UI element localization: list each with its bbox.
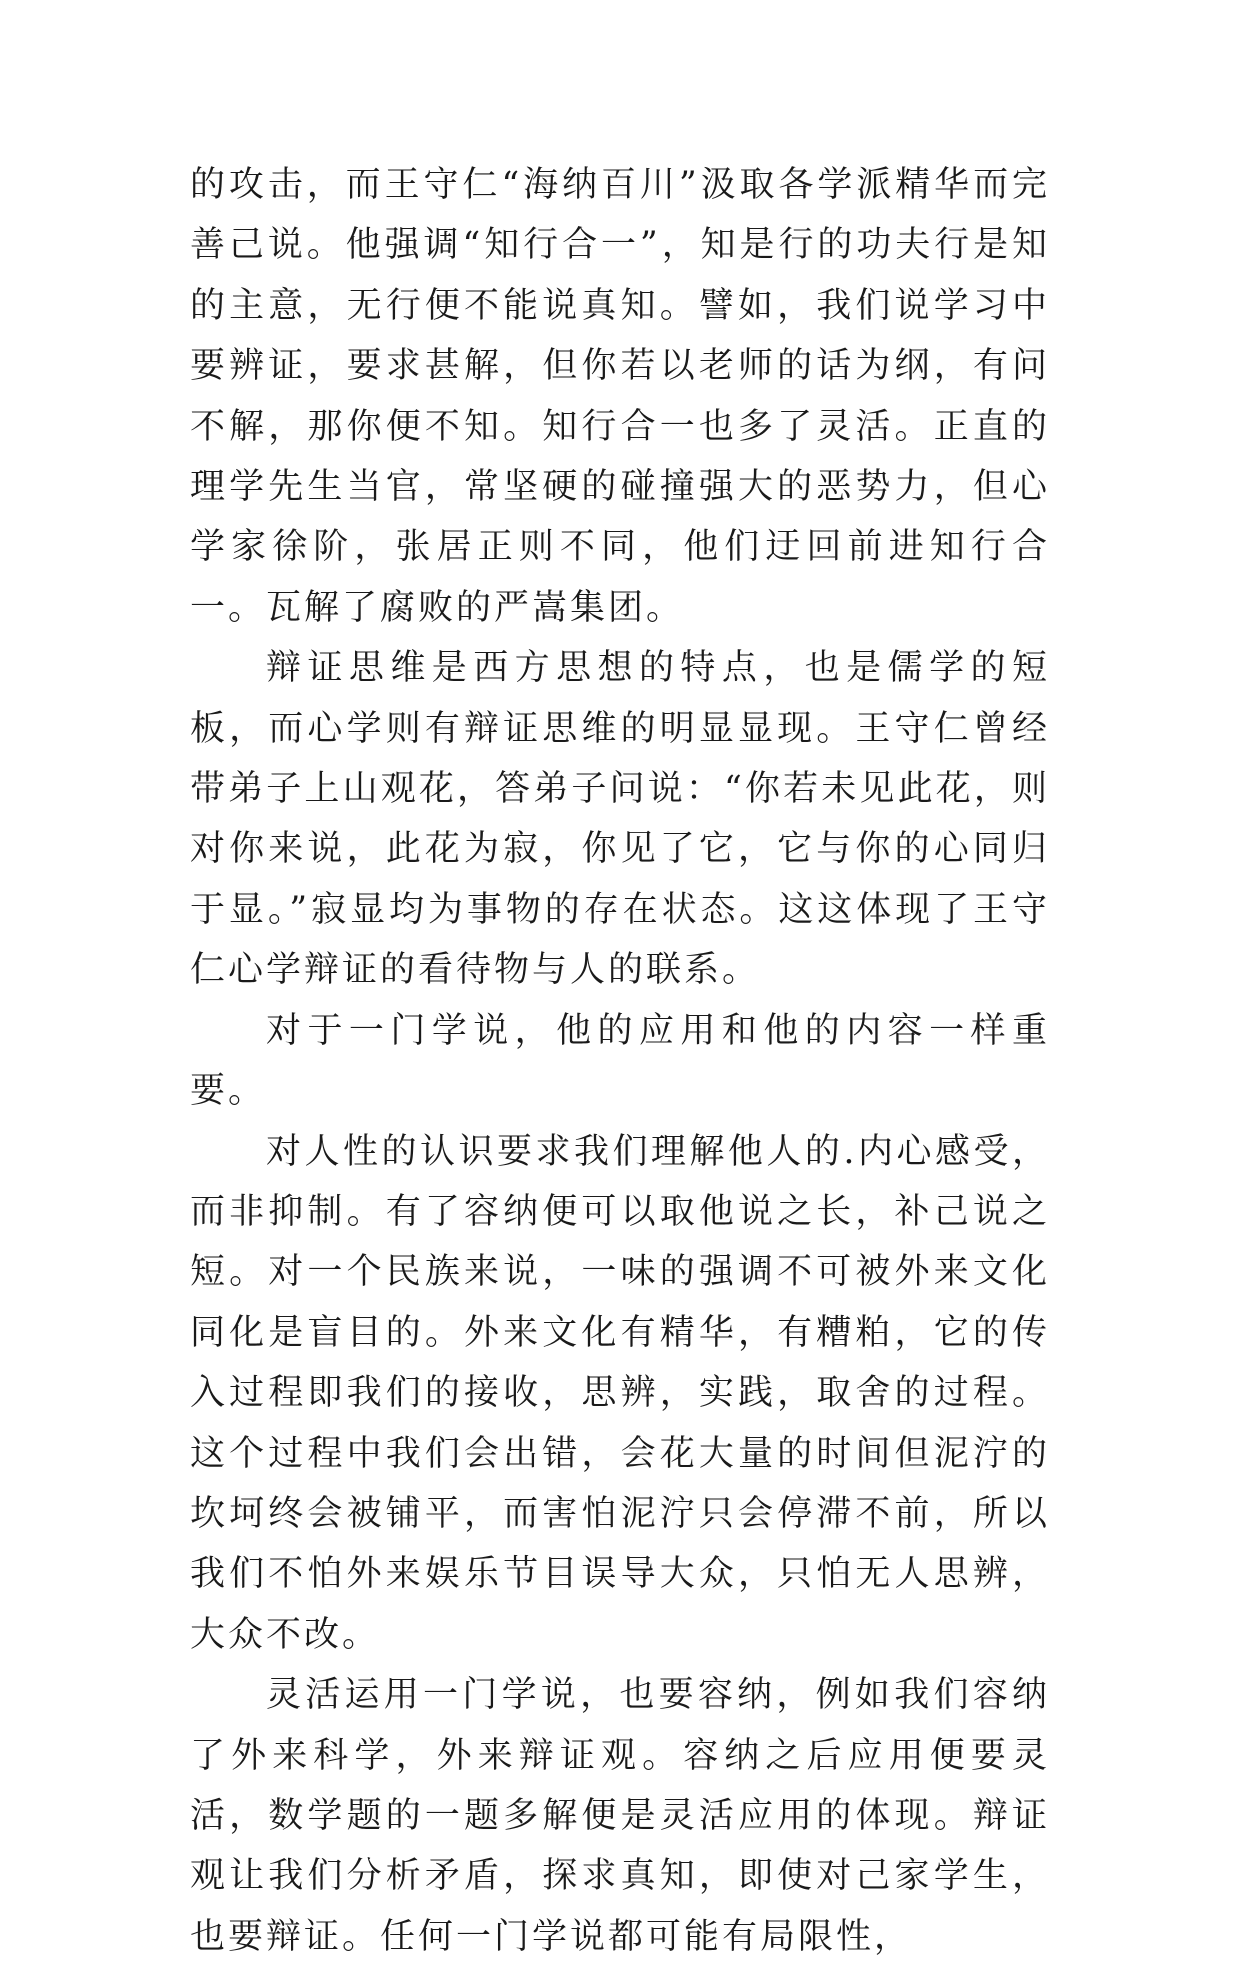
paragraph-2: 辩证思维是西方思想的特点，也是儒学的短板，而心学则有辩证思维的明显显现。王守仁曾经带弟子上山观花，答弟子问说：“你若未见此花，则对你来说，此花为寂，你见了它，它与你的心同归于显。”寂显均为事物的存在状态。这这体现了王守仁心学辩证的看待物与人的联系。 bbox=[190, 648, 1050, 991]
paragraph-3: 对于一门学说，他的应用和他的内容一样重要。 bbox=[190, 1010, 1050, 1112]
paragraph-5: 灵活运用一门学说，也要容纳，例如我们容纳了外来科学，外来辩证观。容纳之后应用便要灵活，数学题的一题多解便是灵活应用的体现。辩证观让我们分析矛盾，探求真知，即使对己家学生，也要辩证。任何一门学说都可能有局限性， bbox=[190, 1675, 1050, 1957]
paragraph-1: 的攻击，而王守仁“海纳百川”汲取各学派精华而完善己说。他强调“知行合一”，知是行的功夫行是知的主意，无行便不能说真知。譬如，我们说学习中要辨证，要求甚解，但你若以老师的话为纲，有问不解，那你便不知。知行合一也多了灵活。正直的理学先生当官，常坚硬的碰撞强大的恶势力，但心学家徐阶，张居正则不同，他们迂回前进知行合一。瓦解了腐败的严嵩集团。 bbox=[190, 165, 1050, 628]
paragraph-4: 对人性的认识要求我们理解他人的.内心感受，而非抑制。有了容纳便可以取他说之长，补己说之短。对一个民族来说，一味的强调不可被外来文化同化是盲目的。外来文化有精华，有糟粕，它的传入过程即我们的接收，思辨，实践，取舍的过程。这个过程中我们会出错，会花大量的时间但泥泞的坎坷终会被铺平，而害怕泥泞只会停滞不前，所以我们不怕外来娱乐节目误导大众，只怕无人思辨，大众不改。 bbox=[190, 1131, 1050, 1655]
document-body bbox=[190, 155, 1050, 1967]
